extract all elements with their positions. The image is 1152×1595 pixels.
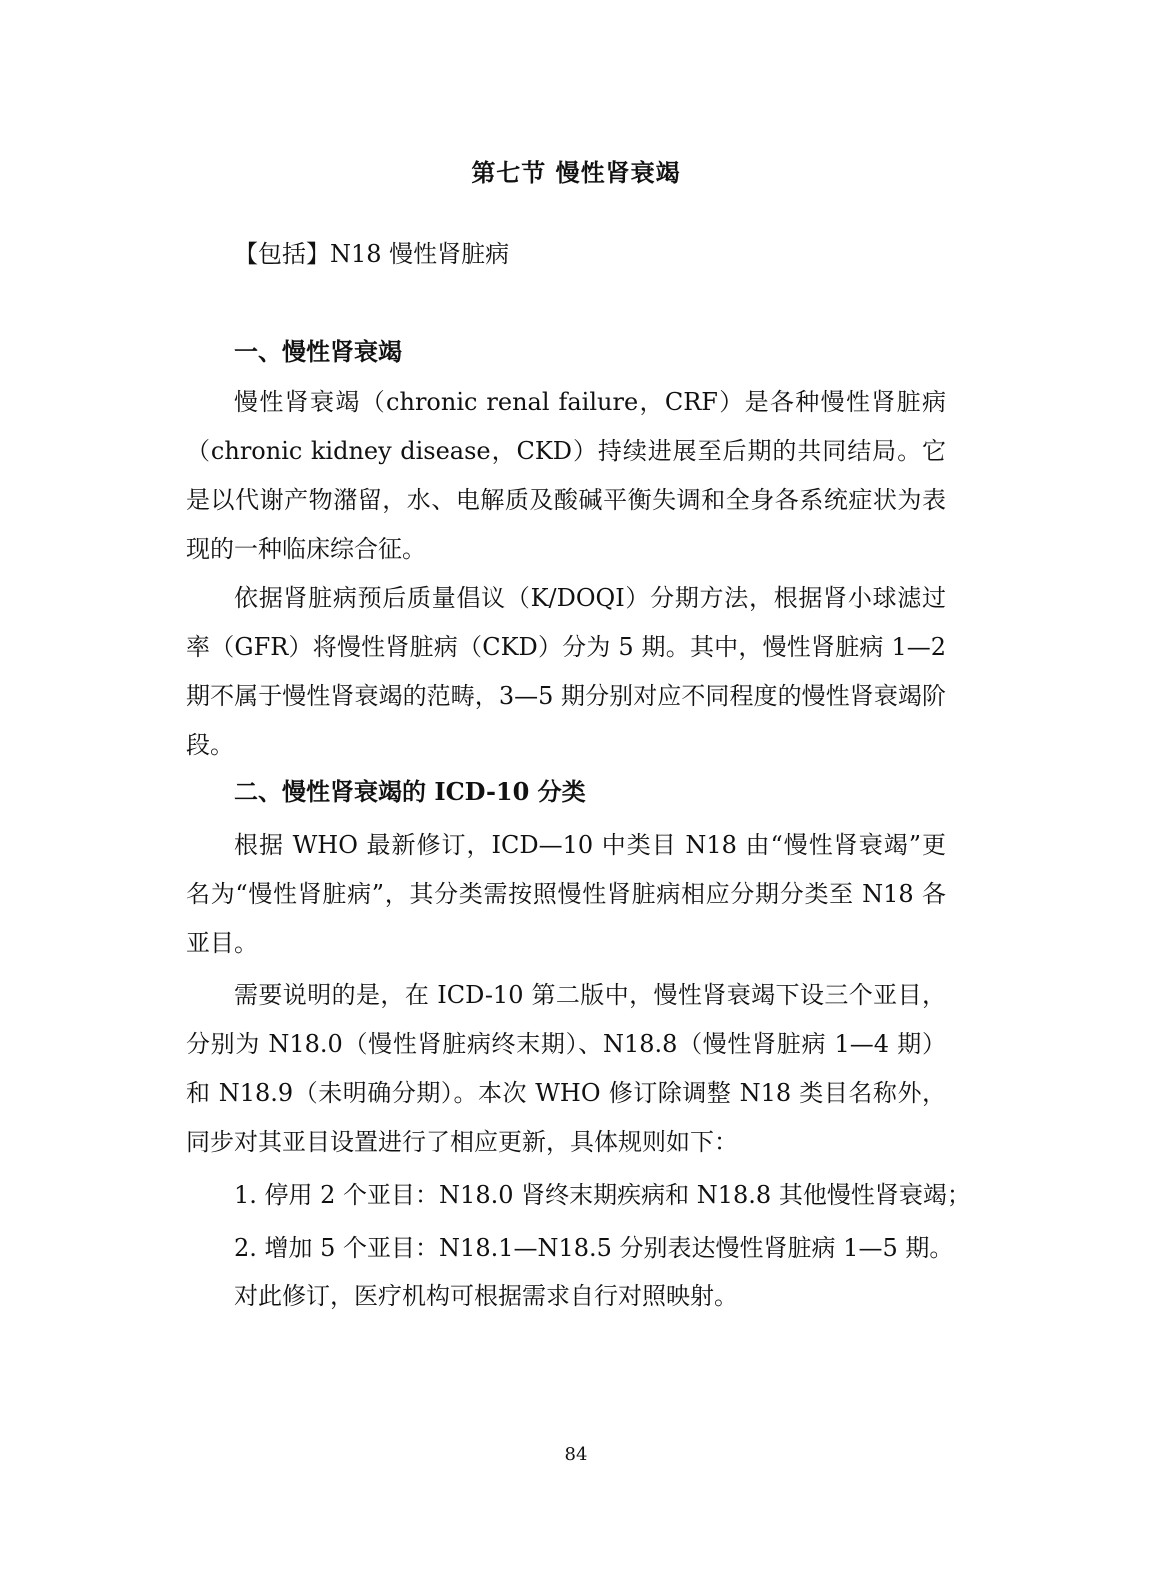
closing-note: 对此修订，医疗机构可根据需求自行对照映射。 [234,1282,738,1310]
rule-item-1: 1. 停用 2 个亚目：N18.0 肾终末期疾病和 N18.8 其他慢性肾衰竭； [234,1181,971,1209]
section-title: 第七节 慢性肾衰竭 [471,158,681,187]
include-line: 【包括】N18 慢性肾脏病 [234,240,510,268]
paragraph-who-revision: 根据 WHO 最新修订，ICD—10 中类目 N18 由“慢性肾衰竭”更名为“慢性肾脏病”，其分类需按照慢性肾脏病相应分期分类至 N18 各亚目。 [186,831,946,957]
paragraph-staging: 依据肾脏病预后质量倡议（K/DOQI）分期方法，根据肾小球滤过率（GFR）将慢性肾脏病（CKD）分为 5 期。其中，慢性肾脏病 1—2 期不属于慢性肾衰竭的范畴，3—5 期分别对应不同程度的慢性肾衰竭阶段。 [186,584,946,759]
rule-item-2: 2. 增加 5 个亚目：N18.1—N18.5 分别表达慢性肾脏病 1—5 期。 [234,1234,954,1262]
heading-icd10-classification: 二、慢性肾衰竭的 ICD-10 分类 [234,777,586,806]
paragraph-definition: 慢性肾衰竭（chronic renal failure，CRF）是各种慢性肾脏病（chronic kidney disease，CKD）持续进展至后期的共同结局。它是以代谢产物潴留，水、电解质及酸碱平衡失调和全身各系统症状为表现的一种临床综合征。 [186,388,946,563]
page-number: 84 [564,1444,588,1465]
paragraph-subcategory-explanation: 需要说明的是，在 ICD-10 第二版中，慢性肾衰竭下设三个亚目，分别为 N18.0（慢性肾脏病终末期）、N18.8（慢性肾脏病 1—4 期）和 N18.9（未明确分期）。本次 WHO 修订除调整 N18 类目名称外，同步对其亚目设置进行了相应更新，具体规则如下： [186,981,946,1156]
heading-chronic-renal-failure: 一、慢性肾衰竭 [234,337,402,366]
